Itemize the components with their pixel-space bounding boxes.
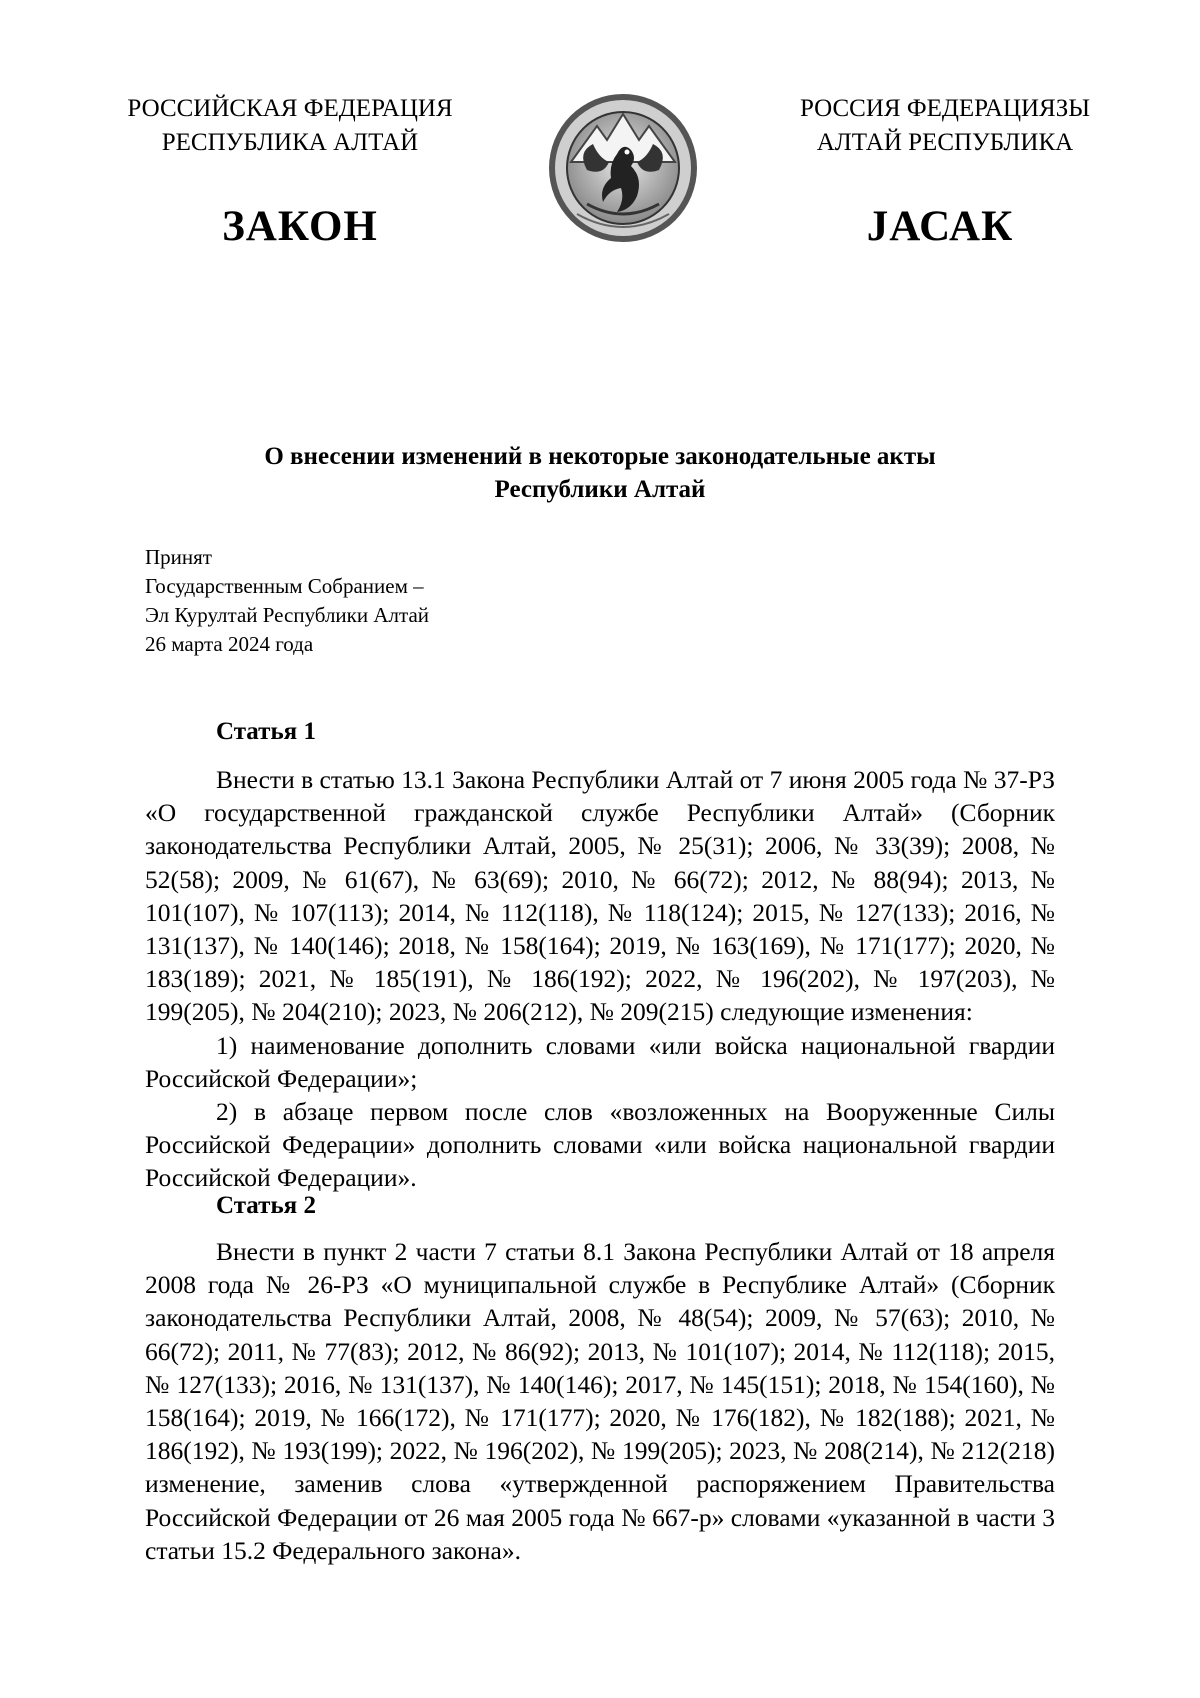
coat-of-arms-emblem-icon xyxy=(547,92,699,244)
article-1-item-1: 1) наименование дополнить словами «или войска национальной гвардии Российской Федерации»; xyxy=(145,1030,1055,1093)
doc-kind-russian: ЗАКОН xyxy=(222,203,378,250)
header-right-country: РОССИЯ ФЕДЕРАЦИЯЗЫ xyxy=(799,95,1091,122)
header-left-country: РОССИЙСКАЯ ФЕДЕРАЦИЯ xyxy=(127,95,453,122)
article-2-body xyxy=(145,1235,1055,1567)
adoption-line: Эл Курултай Республики Алтай xyxy=(145,603,430,627)
document-title xyxy=(145,440,1055,506)
header-right-republic: АЛТАЙ РЕСПУБЛИКА xyxy=(816,129,1074,156)
article-1-paragraph: Внести в статью 13.1 Закона Республики Алтай от 7 июня 2005 года № 37-РЗ «О государственной гражданской службе Республики Алтай» (Сборник законодательства Республики Алтай, 2005, № 25(31); 2006, № 33(39); 2008, № 52(58); 2009, № 61(67), № 63(69); 2010, № 66(72); 2012, № 88(94); 2013, № 101(107), № 107(113); 2014, № 112(118), № 118(124); 2015, № 127(133); 2016, № 131(137), № 140(146); 2018, № 158(164); 2019, № 163(169), № 171(177); 2020, № 183(189); 2021, № 185(191), № 186(192); 2022, № 196(202), № 197(203), № 199(205), № 204(210); 2023, № 206(212), № 209(215) следующие изменения: xyxy=(145,765,1055,1027)
article-2-paragraph: Внести в пункт 2 части 7 статьи 8.1 Закона Республики Алтай от 18 апреля 2008 года № 26-РЗ «О муниципальной службе в Республике Алтай» (Сборник законодательства Республики Алтай, 2008, № 48(54); 2009, № 57(63); 2010, № 66(72); 2011, № 77(83); 2012, № 86(92); 2013, № 101(107); 2014, № 112(118); 2015, № 127(133); 2016, № 131(137), № 140(146); 2017, № 145(151); 2018, № 154(160), № 158(164); 2019, № 166(172), № 171(177); 2020, № 176(182), № 182(188); 2021, № 186(192), № 193(199); 2022, № 196(202), № 199(205); 2023, № 208(214), № 212(218) изменение, заменив слова «утвержденной распоряжением Правительства Российской Федерации от 26 мая 2005 года № 667-р» словами «указанной в части 3 статьи 15.2 Федерального закона». xyxy=(145,1237,1055,1565)
adoption-block xyxy=(145,543,645,659)
adoption-date: 26 марта 2024 года xyxy=(145,632,314,656)
document-title-line1: О внесении изменений в некоторые законодательные акты xyxy=(264,443,936,470)
article-1-heading: Статья 1 xyxy=(216,718,316,745)
header-right xyxy=(745,92,1145,160)
document-title-line2: Республики Алтай xyxy=(494,476,706,503)
adoption-line: Принят xyxy=(145,545,212,569)
article-1-body xyxy=(145,763,1055,1195)
article-2-heading: Статья 2 xyxy=(216,1192,316,1219)
adoption-line: Государственным Собранием – xyxy=(145,574,424,598)
header-left-republic: РЕСПУБЛИКА АЛТАЙ xyxy=(161,129,419,156)
doc-kind-altai: JАСАК xyxy=(866,203,1014,250)
header-left xyxy=(90,92,490,160)
article-1-item-2: 2) в абзаце первом после слов «возложенных на Вооруженные Силы Российской Федерации» дополнить словами «или войска национальной гвардии Российской Федерации». xyxy=(145,1097,1055,1193)
